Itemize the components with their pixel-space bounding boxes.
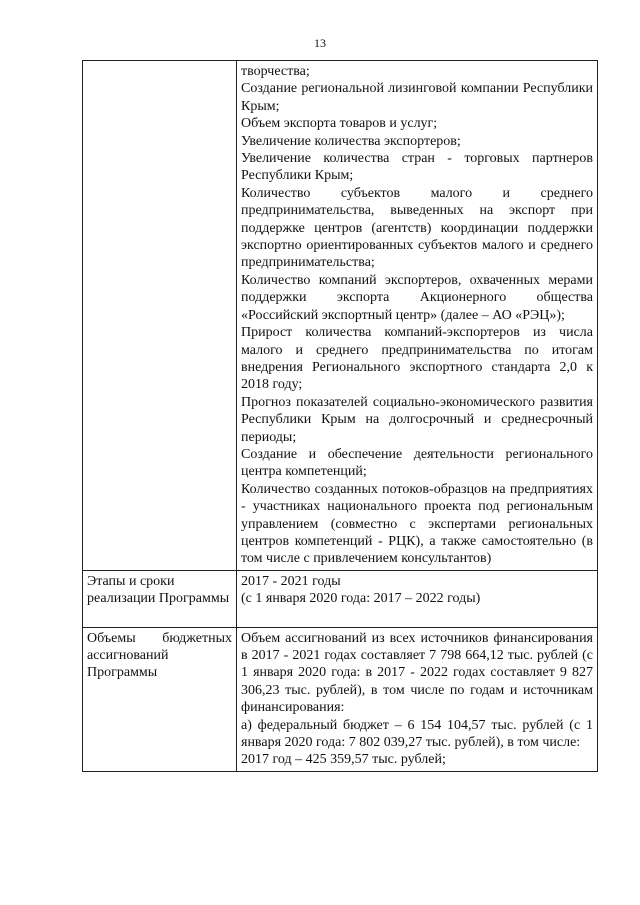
row-content-cell	[237, 570, 598, 627]
list-item: Прирост количества компаний-экспортеров из числа малого и среднего предпринимательства по итогам внедрения Регионального экспортного стандарта 2,0 к 2018 году;	[241, 325, 593, 393]
list-item: Создание региональной лизинговой компании Республики Крым;	[241, 81, 593, 114]
list-item: Объем экспорта товаров и услуг;	[241, 116, 438, 132]
row-content-cell	[237, 627, 598, 771]
list-item: 2017 - 2021 годы	[241, 573, 341, 589]
row-label-cell	[83, 627, 237, 771]
row-content-cell	[237, 61, 598, 571]
list-item: Увеличение количества экспортеров;	[241, 133, 461, 149]
row-label-cell	[83, 61, 237, 571]
row-label: Этапы и сроки реализации Программы	[87, 573, 230, 607]
list-item: творчества;	[241, 64, 310, 79]
list-item: (с 1 января 2020 года: 2017 – 2022 годы)	[241, 591, 481, 607]
list-item: Объем ассигнований из всех источников финансирования в 2017 - 2021 годах составляет 7 798 664,12 тыс. рублей (с 1 января 2020 года: в 2017 - 2022 годах составляет 9 827 306,23 тыс. рублей), в том числе по годам и источникам финансирования:	[241, 630, 593, 716]
list-item: Увеличение количества стран - торговых партнеров Республики Крым;	[241, 151, 593, 184]
list-item: Количество компаний экспортеров, охваченных мерами поддержки экспорта Акционерного общества «Российский экспортный центр» (далее – АО «РЭЦ»);	[241, 272, 593, 323]
row-label: Объемы бюджетных ассигнований Программы	[87, 630, 232, 681]
list-item: Прогноз показателей социально-экономического развития Республики Крым на долгосрочный и среднесрочный периоды;	[241, 394, 593, 445]
table-row	[83, 627, 598, 771]
list-item: Создание и обеспечение деятельности регионального центра компетенций;	[241, 446, 593, 480]
list-item: Количество субъектов малого и среднего предпринимательства, выведенных на экспорт при поддержке центров (агентств) координации поддержки экспортно ориентированных субъектов малого и среднего предпринимательства;	[241, 185, 593, 271]
table-row	[83, 570, 598, 627]
table-row	[83, 61, 598, 571]
row-label-cell	[83, 570, 237, 627]
list-item: 2017 год – 425 359,57 тыс. рублей;	[241, 752, 446, 768]
list-item: а) федеральный бюджет – 6 154 104,57 тыс. рублей (с 1 января 2020 года: 7 802 039,27 тыс. рублей), в том числе:	[241, 717, 593, 751]
page-number: 13	[314, 36, 326, 50]
program-passport-table	[82, 60, 598, 772]
list-item: Количество созданных потоков-образцов на предприятиях - участниках национального проекта под региональным управлением (совместно с экспертами региональных центров компетенций - РЦК), а также самостоятельно (в том числе с привлечением консультантов)	[241, 481, 593, 567]
